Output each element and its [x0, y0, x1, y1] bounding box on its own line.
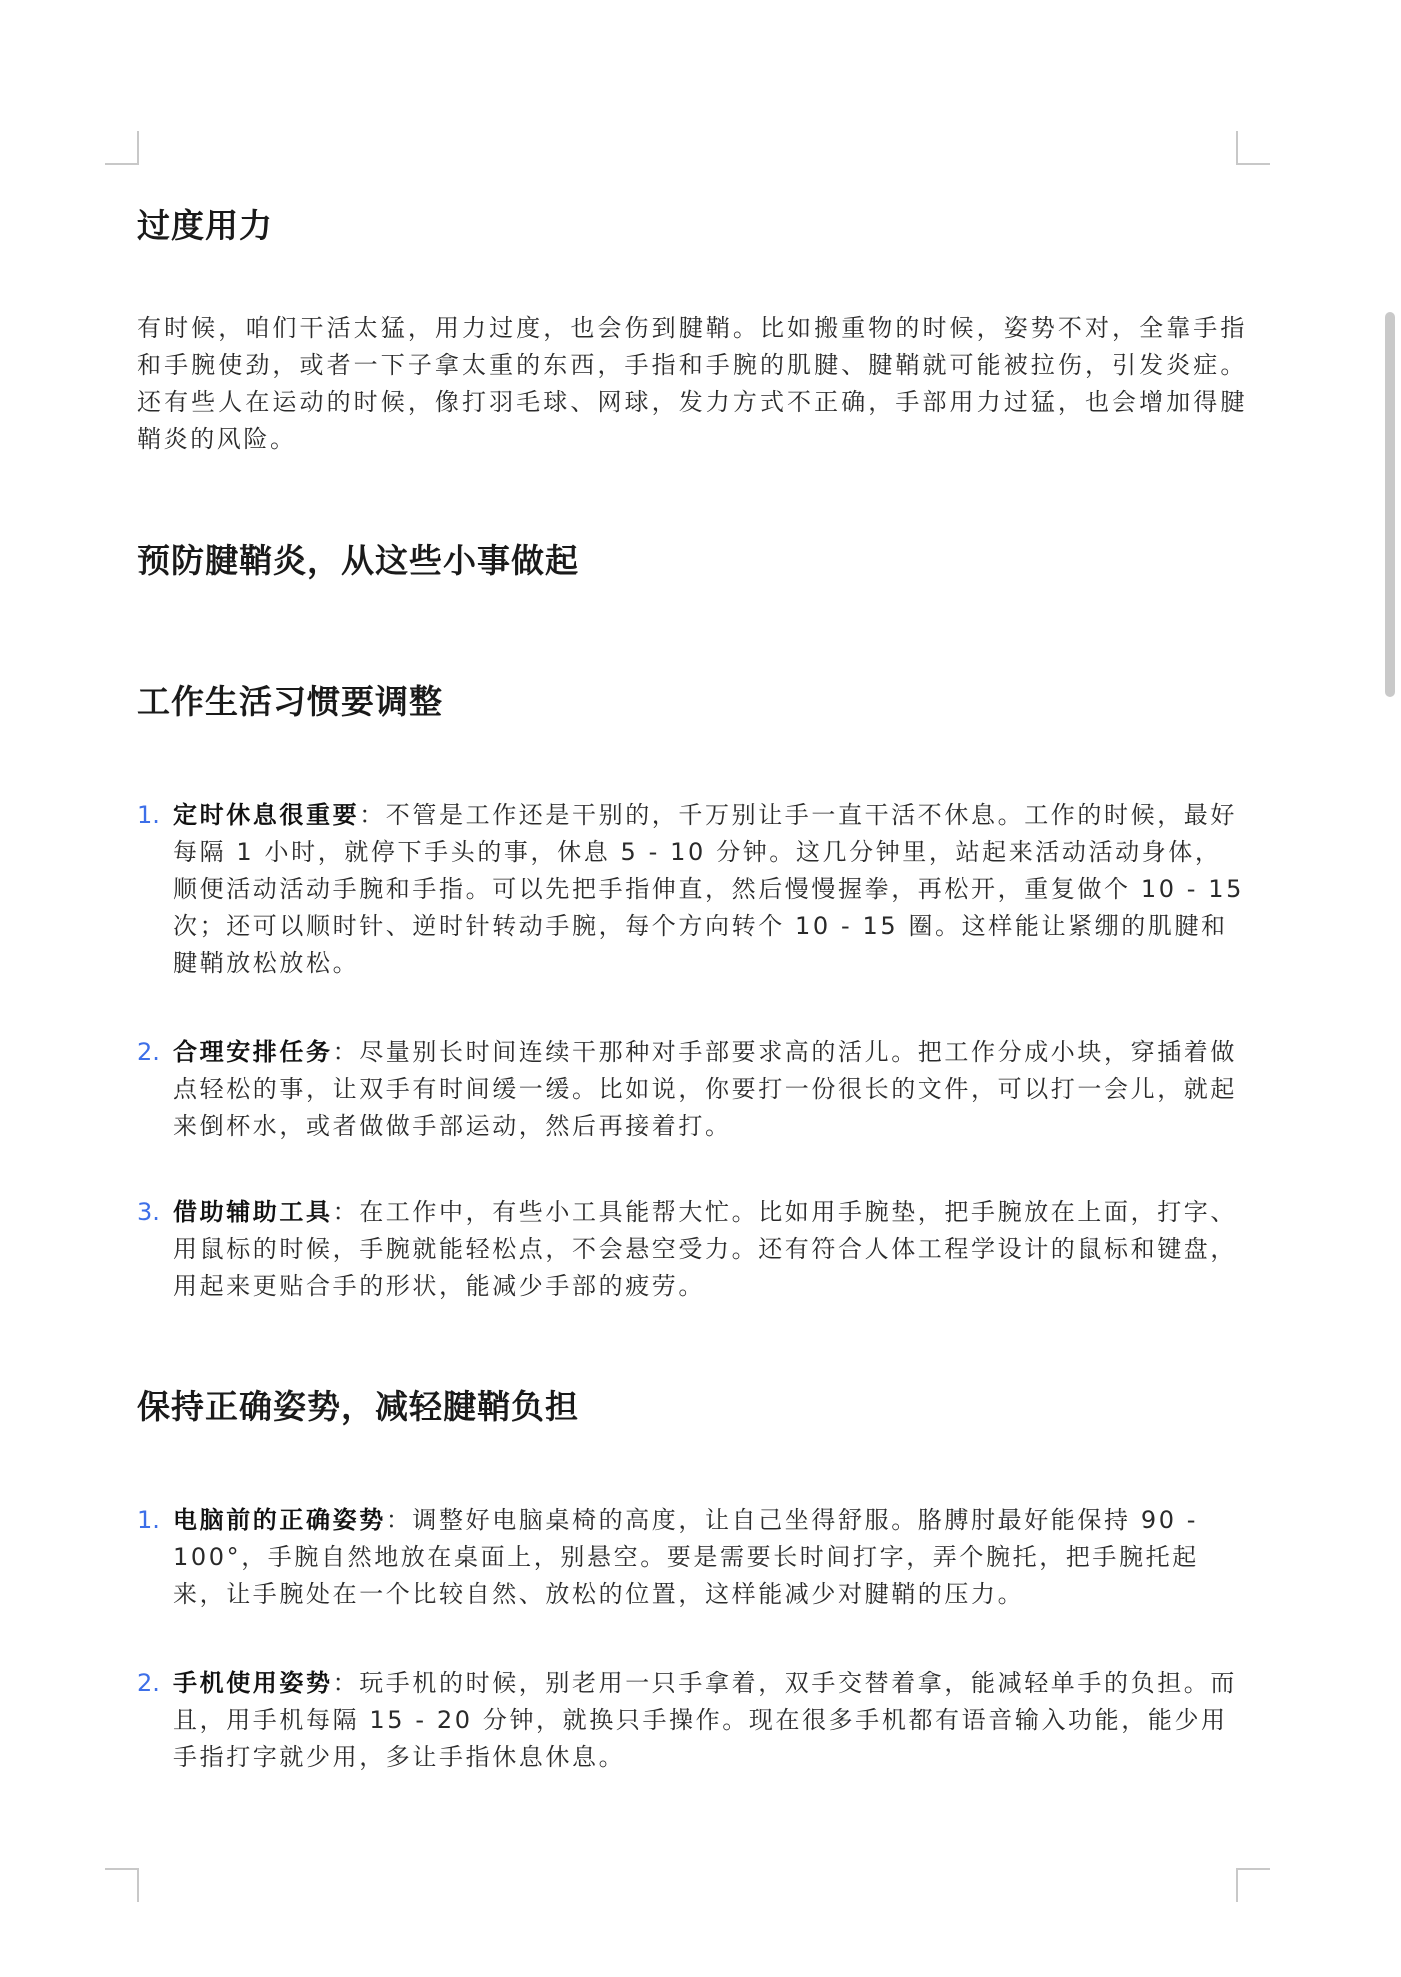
list-item-text: ：尽量别长时间连续干那种对手部要求高的活儿。把工作分成小块，穿插着做点轻松的事，让双手有时间缓一缓。比如说，你要打一份很长的文件，可以打一会儿，就起来倒杯水，或者做做手部运动，然后再接着打。 [173, 1038, 1238, 1140]
list-item [137, 1034, 1247, 1145]
list-item-title: 定时休息很重要 [173, 801, 360, 829]
list-number: 1. [137, 1506, 160, 1534]
list-item-title: 合理安排任务 [173, 1038, 333, 1066]
list-number: 1. [137, 801, 160, 829]
scrollbar[interactable] [1385, 312, 1395, 697]
list-item-title: 电脑前的正确姿势 [173, 1506, 386, 1534]
heading-overuse: 过度用力 [137, 206, 273, 245]
list-item [137, 797, 1247, 982]
heading-habits: 工作生活习惯要调整 [137, 682, 443, 721]
list-item [137, 1194, 1247, 1305]
list-number: 3. [137, 1198, 160, 1226]
list-item-text: ：不管是工作还是干别的，千万别让手一直干活不休息。工作的时候，最好每隔 1 小时，就停下手头的事，休息 5 - 10 分钟。这几分钟里，站起来活动活动身体，顺便活动活动手腕和手指。可以先把手指伸直，然后慢慢握拳，再松开，重复做个 10 - 15 次；还可以顺时针、逆时针转动手腕，每个方向转个 10 - 15 圈。这样能让紧绷的肌腱和腱鞘放松放松。 [173, 801, 1245, 977]
page-corner-mark [1236, 1868, 1270, 1902]
page-corner-mark [105, 131, 139, 165]
list-item-title: 手机使用姿势 [173, 1669, 333, 1697]
page-corner-mark [1236, 131, 1270, 165]
list-item-text: ：玩手机的时候，别老用一只手拿着，双手交替着拿，能减轻单手的负担。而且，用手机每隔 15 - 20 分钟，就换只手操作。现在很多手机都有语音输入功能，能少用手指打字就少用，多让手指休息休息。 [173, 1669, 1238, 1771]
page-corner-mark [105, 1868, 139, 1902]
list-item-text: ：调整好电脑桌椅的高度，让自己坐得舒服。胳膊肘最好能保持 90 - 100°，手腕自然地放在桌面上，别悬空。要是需要长时间打字，弄个腕托，把手腕托起来，让手腕处在一个比较自然、放松的位置，这样能减少对腱鞘的压力。 [173, 1506, 1199, 1608]
list-item [137, 1502, 1247, 1613]
list-number: 2. [137, 1038, 160, 1066]
list-item-title: 借助辅助工具 [173, 1198, 333, 1226]
heading-prevention: 预防腱鞘炎，从这些小事做起 [137, 541, 579, 580]
list-item [137, 1665, 1247, 1776]
list-number: 2. [137, 1669, 160, 1697]
list-item-text: ：在工作中，有些小工具能帮大忙。比如用手腕垫，把手腕放在上面，打字、用鼠标的时候，手腕就能轻松点，不会悬空受力。还有符合人体工程学设计的鼠标和键盘，用起来更贴合手的形状，能减少手部的疲劳。 [173, 1198, 1238, 1300]
heading-posture: 保持正确姿势，减轻腱鞘负担 [137, 1387, 579, 1426]
paragraph-overuse: 有时候，咱们干活太猛，用力过度，也会伤到腱鞘。比如搬重物的时候，姿势不对，全靠手指和手腕使劲，或者一下子拿太重的东西，手指和手腕的肌腱、腱鞘就可能被拉伤，引发炎症。还有些人在运动的时候，像打羽毛球、网球，发力方式不正确，手部用力过猛，也会增加得腱鞘炎的风险。 [137, 314, 1247, 453]
